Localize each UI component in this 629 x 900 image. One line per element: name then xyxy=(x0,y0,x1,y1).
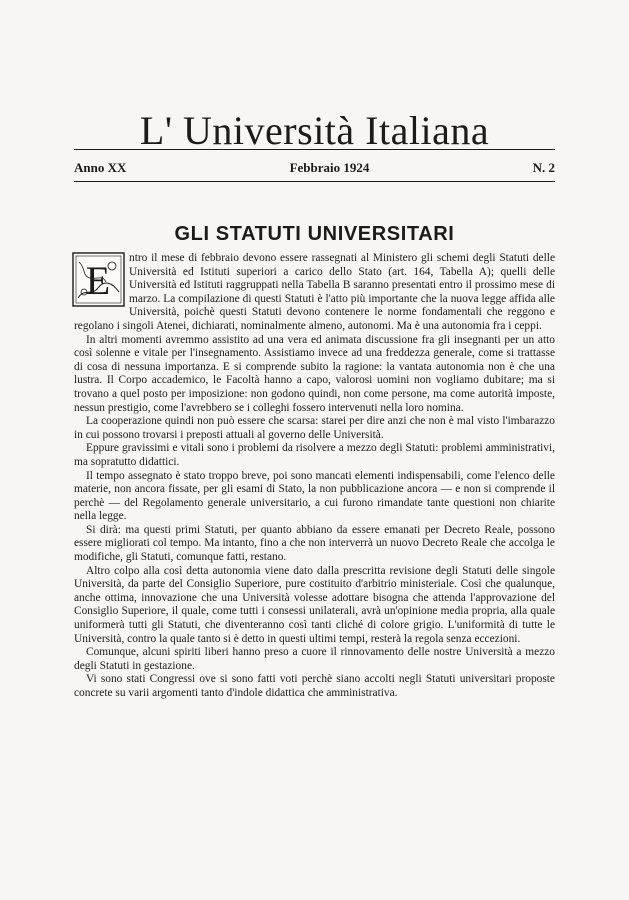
article-paragraph: Comunque, alcuni spiriti liberi hanno preso a cuore il rinnovamento delle nostre Università a mezzo degli Statuti in gestazione. xyxy=(74,646,555,672)
issue-volume: Anno XX xyxy=(74,160,127,175)
header-rule-top xyxy=(74,149,555,150)
article-paragraph: La cooperazione quindi non può essere che scarsa: starei per dire anzi che non è mal visto l'imbarazzo in cui possono trovarsi i preposti attuali al governo delle Università. xyxy=(74,415,555,441)
article-title: GLI STATUTI UNIVERSITARI xyxy=(174,222,455,245)
masthead-title: L' Università Italiana xyxy=(139,107,490,153)
issue-number: N. 2 xyxy=(532,160,555,175)
article-body xyxy=(74,252,555,701)
paragraph-text: ntro il mese di febbraio devono essere rassegnati al Ministero gli schemi degli Statuti delle Università ed Istituti superiori a carico dello Stato (art. 164, Tabella A); quelli delle Università ed Istituti raggruppati nella Tabella B saranno presentati entro il prossimo mese di marzo. La compilazione di questi Statuti è l'atto più importante che la nuova legge affida alle Università, poichè questi Statuti devono contenere le norme fondamentali che reggono e regolano i singoli Atenei, dichiarati, nominalmente almeno, autonomi. Ma è una autonomia fra i ceppi. xyxy=(74,252,555,332)
article-paragraph: Eppure gravissimi e vitali sono i problemi da risolvere a mezzo degli Statuti: problemi amministrativi, ma sopratutto didattici. xyxy=(74,442,555,468)
header-rule-bottom xyxy=(74,181,555,182)
article-paragraph: Altro colpo alla così detta autonomia viene dato dalla prescritta revisione degli Statuti delle singole Università, da parte del Consiglio Superiore, pure costituito d'arbitrio ministeriale. Così che qualunque, anche ottima, innovazione che una Università volesse adottare bisogna che attenda l'approvazione del Consiglio Superiore, il quale, come tutti i consessi unilaterali, avrà un'opinione media propria, alla quale uniformerà tutti gli Statuti, che diventeranno così tanti cliché di colore grigio. L'uniformità di tutte le Università, contro la quale tanto si è detto in questi ultimi tempi, resterà la regola senza eccezioni. xyxy=(74,564,555,645)
article-paragraph xyxy=(74,252,555,334)
issue-line xyxy=(74,160,555,176)
issue-date: Febbraio 1924 xyxy=(289,160,370,175)
article-paragraph: Vi sono stati Congressi ove si sono fatti voti perchè siano accolti negli Statuti universitari proposte concrete su varii argomenti tanto d'indole didattica che amministrativa. xyxy=(74,673,555,699)
svg-text:E: E xyxy=(85,258,111,303)
article-paragraph: Si dirà: ma questi primi Statuti, per quanto abbiano da essere emanati per Decreto Reale, possono essere migliorati col tempo. Ma intanto, fino a che non interverrà un nuovo Decreto Reale che accolga le modifiche, gli Statuti, comunque fatti, restano. xyxy=(74,523,555,564)
article-paragraph: In altri momenti avremmo assistito ad una vera ed animata discussione fra gli insegnanti per un atto così solenne e vitale per l'insegnamento. Assistiamo invece ad una freddezza generale, come si trattasse di cosa di nessuna importanza. E si comprende subito la ragione: la vantata autonomia non è che una lustra. Il Corpo accademico, le Facoltà hanno a capo, valorosi uomini non vogliamo dubitare; ma si trovano a quel posto per imposizione: non godono quindi, non come persone, ma come autorità imposte, nessun prestigio, come l'avrebbero se i colleghi fossero intervenuti nella loro nomina. xyxy=(74,333,555,414)
article-paragraph: Il tempo assegnato è stato troppo breve, poi sono mancati elementi indispensabili, come l'elenco delle materie, non ancora fissate, per gli esami di Stato, la non pubblicazione ancora — e non si comprende il perchè — del Regolamento generale universitario, a cui furono rimandate tante questioni non chiarite nella legge. xyxy=(74,469,555,523)
ornamental-dropcap xyxy=(72,252,125,307)
